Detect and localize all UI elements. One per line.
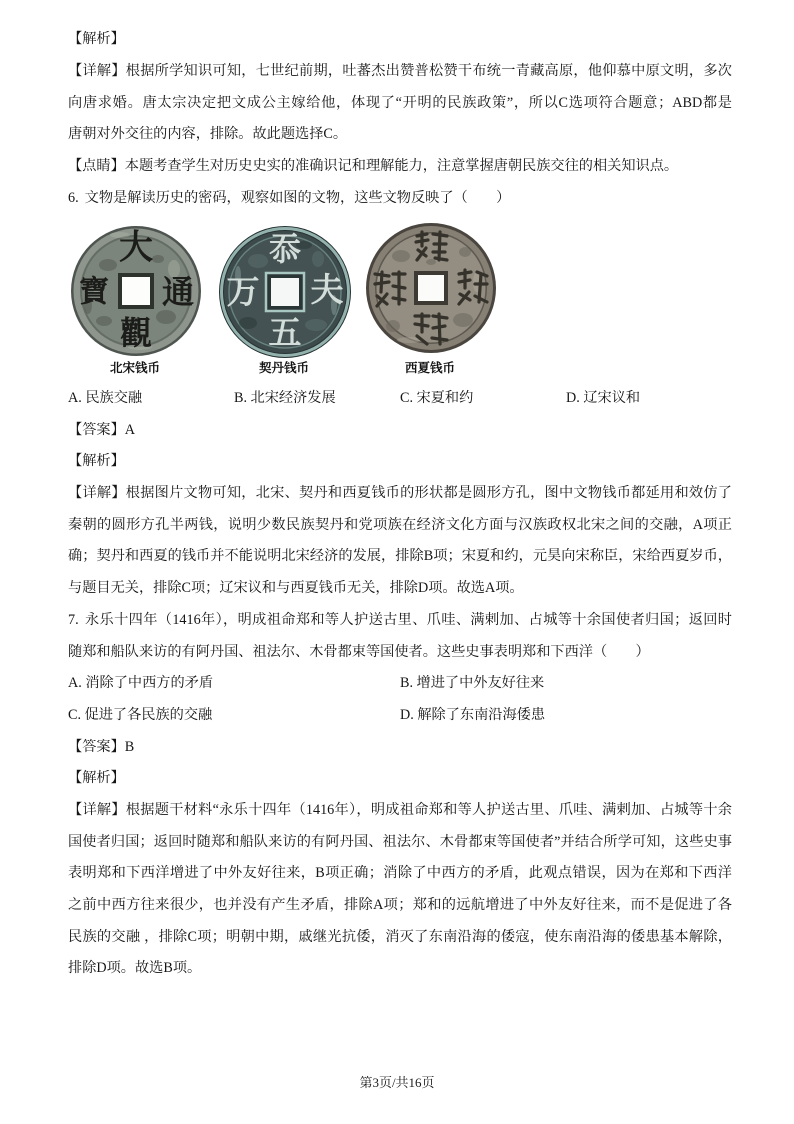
detail-text: 根据图片文物可知，北宋、契丹和西夏钱币的形状都是圆形方孔，图中文物钱币都延用和效仿了	[125, 485, 732, 502]
option-d: D. 辽宋议和	[566, 390, 641, 406]
text-line	[68, 858, 732, 890]
text-line	[68, 446, 732, 478]
detail-text: 排除D项。故选B项。	[68, 960, 202, 977]
northern-song-coin-image	[70, 225, 202, 357]
detail-label: 【详解】	[68, 485, 126, 502]
coin-inscription: 寶	[79, 275, 109, 309]
question-text: 文物是解读历史的密码，观察如图的文物，这些文物反映了（ ）	[84, 189, 511, 206]
detail-text: 唐朝对外交往的内容，排除。故此题选择C。	[68, 126, 348, 143]
coin-figure	[68, 214, 732, 383]
option-c: C. 宋夏和约	[400, 390, 474, 406]
coin-inscription: 五	[268, 315, 302, 352]
question-number: 6.	[68, 189, 79, 206]
detail-label: 【详解】	[68, 801, 126, 818]
coin-inscription: 忝	[268, 230, 302, 267]
page-number-footer: 第3页/共16页	[359, 1075, 435, 1090]
text-line	[68, 763, 732, 795]
coin-inscription: 万	[226, 274, 260, 311]
detail-label: 【详解】	[68, 62, 126, 79]
question-stem	[68, 183, 732, 215]
tip-label: 【点睛】	[68, 157, 125, 174]
western-xia-coin-image	[365, 222, 497, 354]
text-line	[68, 573, 732, 605]
detail-text: 根据题干材料“永乐十四年（1416年），明成祖命郑和等人护送古里、爪哇、满剌加、占城等十余	[125, 801, 732, 818]
coin-caption: 契丹钱币	[258, 360, 309, 376]
text-column	[68, 24, 732, 985]
detail-text: 根据所学知识可知，七世纪前期，吐蕃杰出赞普松赞干布统一青藏高原，他仰慕中原文明，多次	[125, 62, 732, 79]
text-line	[68, 795, 732, 827]
text-line	[68, 478, 732, 510]
khitan-coin-image	[218, 225, 352, 359]
coin-inscription: 夫	[310, 272, 344, 309]
option-a: A. 消除了中西方的矛盾	[68, 675, 214, 692]
option-d: D. 解除了东南沿海倭患	[400, 706, 546, 723]
coin-inscription: 通	[161, 273, 195, 310]
coin-caption: 西夏钱币	[404, 360, 455, 376]
text-line	[68, 922, 732, 954]
coin-inscription: 大	[119, 229, 153, 267]
question-stem	[68, 637, 732, 669]
detail-text: 秦朝的圆形方孔半两钱，说明少数民族契丹和党项族在经济文化方面与汉族政权北宋之间的交融，A项正	[68, 516, 732, 533]
question-number: 7.	[68, 611, 79, 628]
analysis-label: 【解析】	[68, 453, 125, 470]
option-a: A. 民族交融	[68, 390, 143, 406]
options-row	[68, 668, 732, 700]
text-line	[68, 953, 732, 985]
detail-text: 之前中西方往来很少，也并没有产生矛盾，排除A项；郑和的远航增进了中外友好往来，而不是促进了各	[68, 897, 732, 913]
text-line	[68, 88, 732, 120]
text-line	[68, 541, 732, 573]
detail-text: 国使者归国；返回时随郑和船队来访的有阿丹国、祖法尔、木骨都束等国使者”并结合所学可知，这些史事	[68, 833, 732, 850]
answer-value: A	[124, 421, 136, 438]
question-text: 随郑和船队来访的有阿丹国、祖法尔、木骨都束等国使者。这些史事表明郑和下西洋（ ）	[68, 643, 650, 660]
detail-text: 与题目无关，排除C项；辽宋议和与西夏钱币无关，排除D项。故选A项。	[68, 580, 524, 597]
text-line	[68, 151, 732, 183]
coin-caption: 北宋钱币	[109, 360, 160, 376]
text-line	[68, 510, 732, 542]
detail-text: 确；契丹和西夏的钱币并不能说明北宋经济的发展，排除B项；宋夏和约，元昊向宋称臣，宋给西夏岁币，	[68, 548, 732, 565]
option-b: B. 增进了中外友好往来	[400, 675, 545, 692]
text-line	[68, 24, 732, 56]
option-b: B. 北宋经济发展	[234, 390, 336, 406]
tip-text: 本题考查学生对历史史实的准确识记和理解能力，注意掌握唐朝民族交往的相关知识点。	[124, 157, 679, 174]
text-line	[68, 732, 732, 764]
detail-text: 向唐求婚。唐太宗决定把文成公主嫁给他，体现了“开明的民族政策”，所以C选项符合题意；ABD都是	[68, 94, 732, 111]
question-stem	[68, 605, 732, 637]
text-line	[68, 890, 732, 922]
answer-value: B	[124, 738, 135, 755]
question-text: 永乐十四年（1416年），明成祖命郑和等人护送古里、爪哇、满剌加、占城等十余国使者归国；返回时	[84, 611, 732, 628]
options-row	[68, 383, 732, 415]
options-row	[68, 700, 732, 732]
answer-label: 【答案】	[68, 738, 125, 755]
text-line	[68, 119, 732, 151]
text-line	[68, 415, 732, 447]
option-c: C. 促进了各民族的交融	[68, 706, 213, 723]
analysis-label: 【解析】	[68, 770, 125, 787]
answer-label: 【答案】	[68, 421, 125, 438]
detail-text: 民族的交融 ，排除C项；明朝中期，戚继光抗倭，消灭了东南沿海的倭寇，使东南沿海的倭患基本解除，	[68, 928, 732, 945]
coin-inscription: 觀	[119, 314, 153, 351]
text-line	[68, 56, 732, 88]
analysis-label: 【解析】	[68, 31, 125, 48]
text-line	[68, 827, 732, 859]
detail-text: 表明郑和下西洋增进了中外友好往来，B项正确；消除了中西方的矛盾，此观点错误，因为在郑和下西洋	[68, 865, 732, 882]
